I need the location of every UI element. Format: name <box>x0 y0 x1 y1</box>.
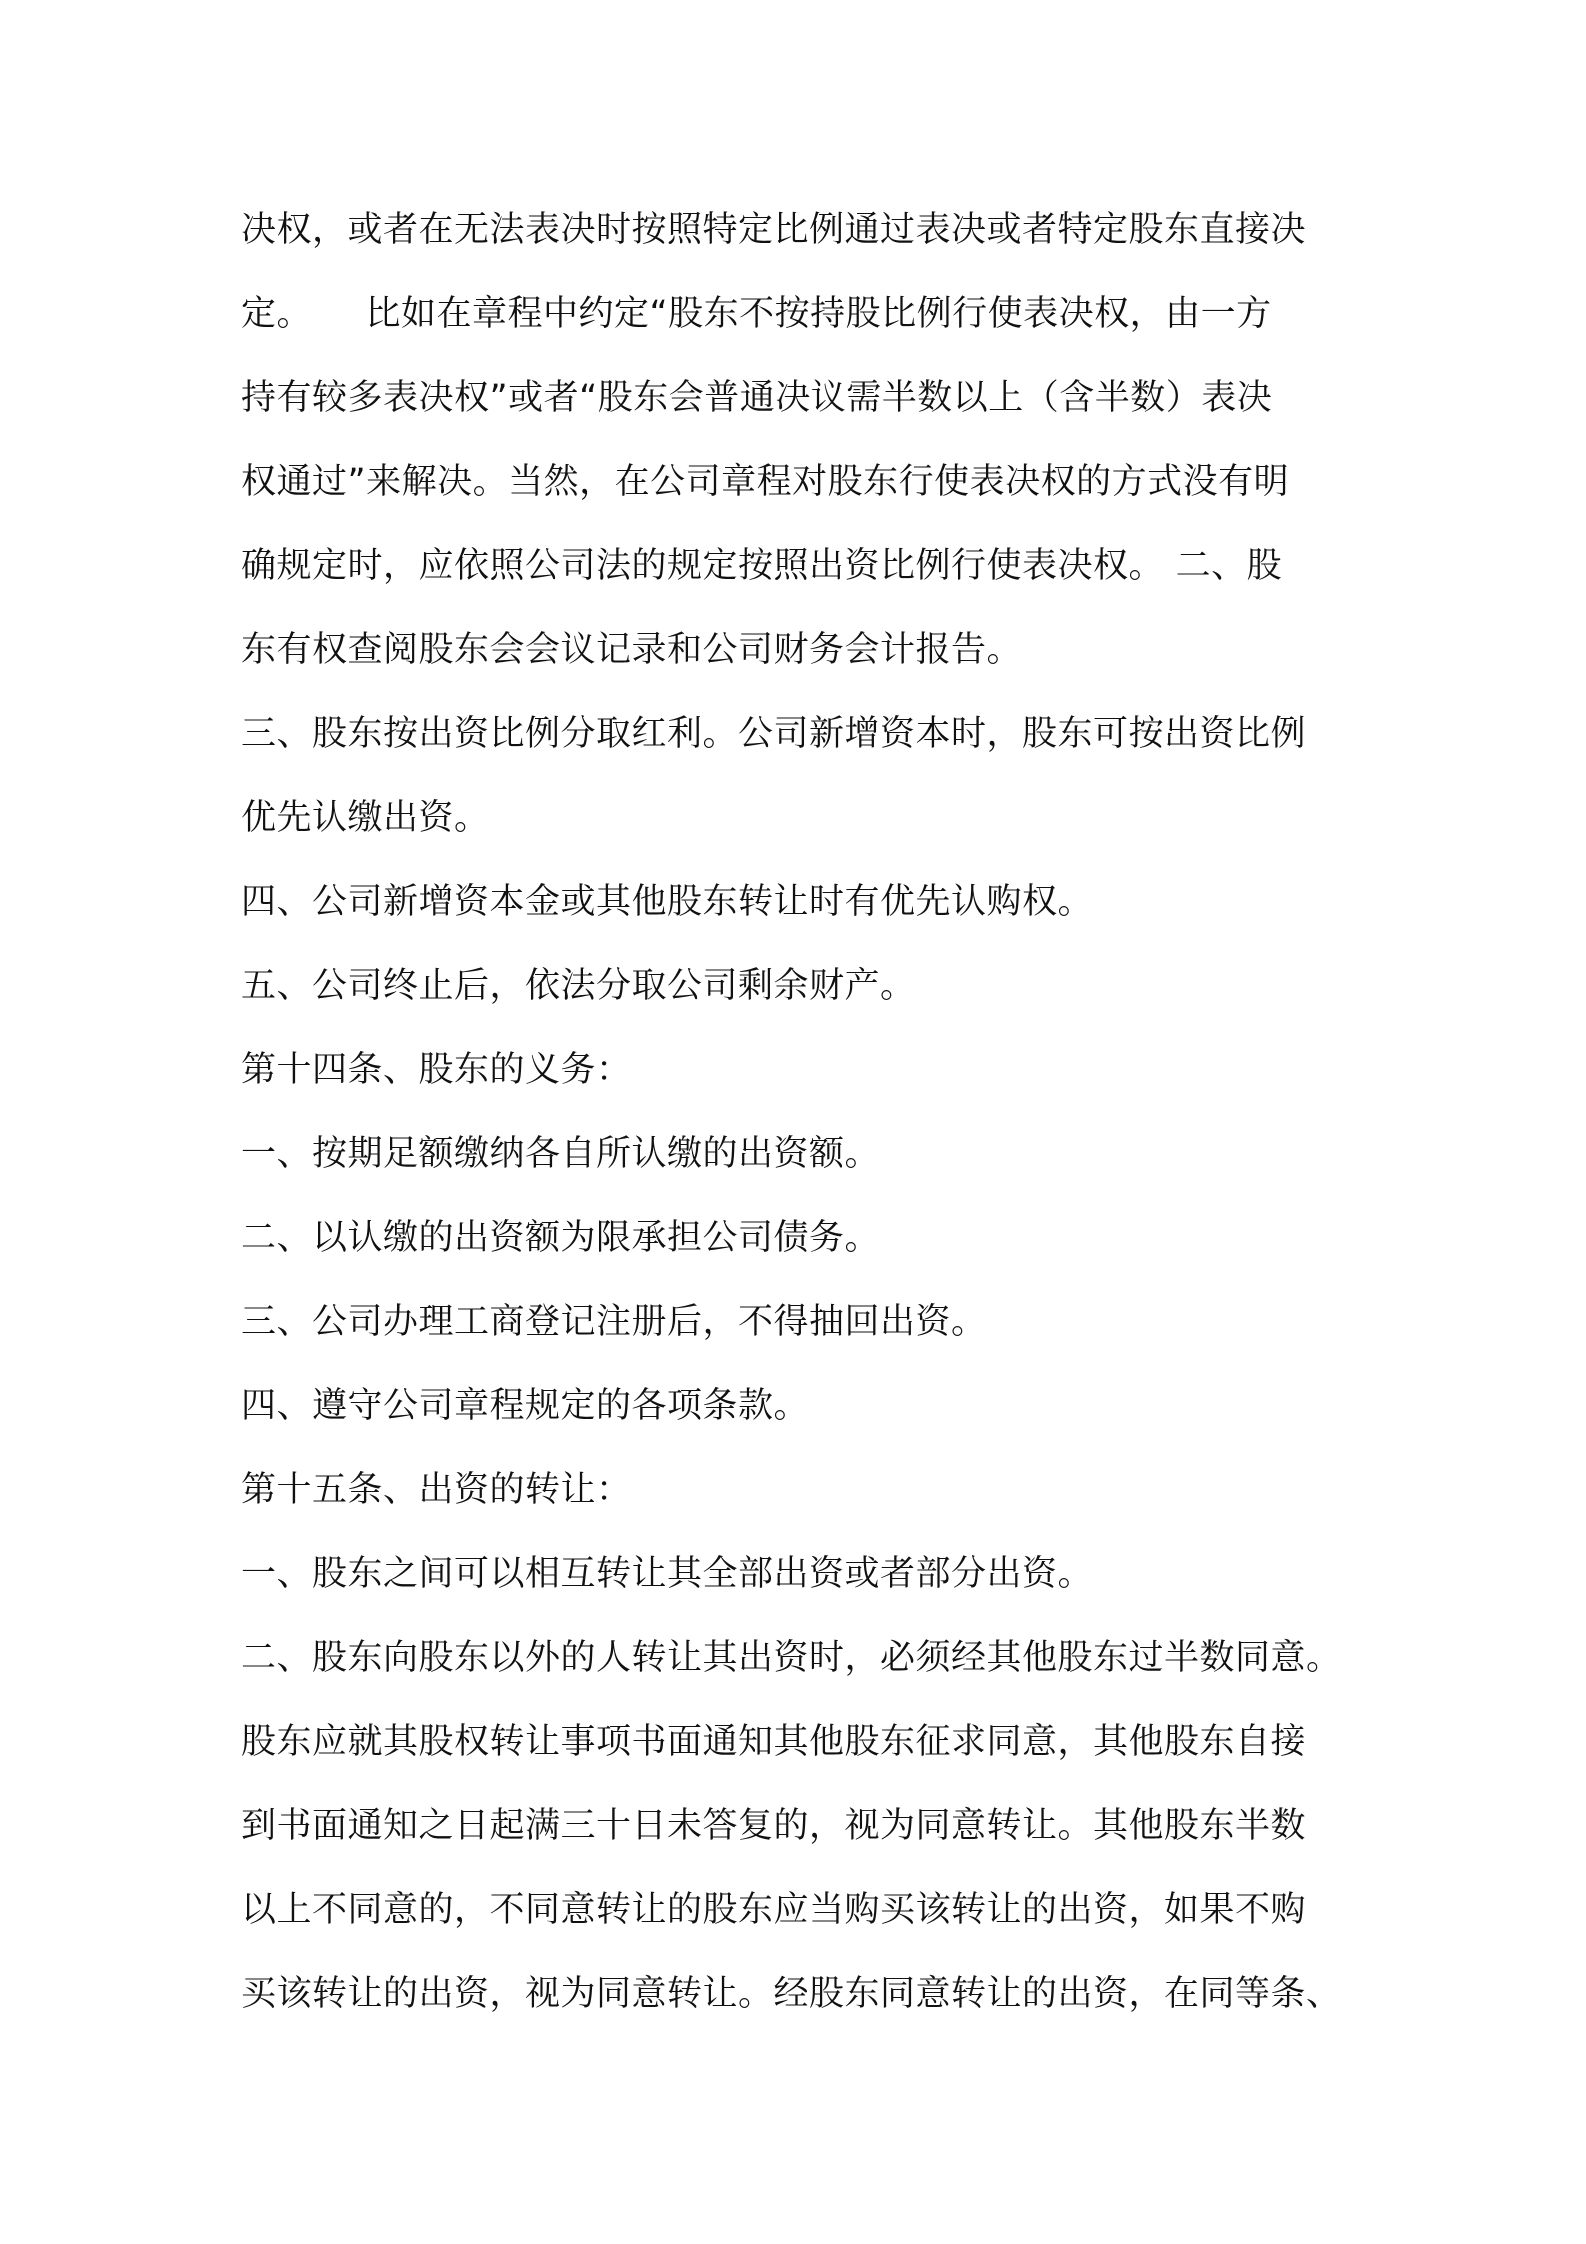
text-line: 三、公司办理工商登记注册后，不得抽回出资。 <box>241 1302 987 1342</box>
text-line: 一、股东之间可以相互转让其全部出资或者部分出资。 <box>241 1554 1094 1594</box>
text-line: 定。 比如在章程中约定“股东不按持股比例行使表决权，由一方 <box>241 294 1272 334</box>
text-line: 决权，或者在无法表决时按照特定比例通过表决或者特定股东直接决 <box>241 210 1307 250</box>
text-line: 到书面通知之日起满三十日未答复的，视为同意转让。其他股东半数 <box>241 1806 1307 1846</box>
text-line: 以上不同意的，不同意转让的股东应当购买该转让的出资，如果不购 <box>241 1890 1307 1930</box>
text-line: 确规定时，应依照公司法的规定按照出资比例行使表决权。 二、股 <box>241 546 1283 586</box>
section-heading: 第十四条、股东的义务： <box>241 1050 632 1090</box>
text-line: 二、股东向股东以外的人转让其出资时，必须经其他股东过半数同意。 <box>241 1638 1342 1678</box>
text-line: 优先认缴出资。 <box>241 798 490 838</box>
text-line: 东有权查阅股东会会议记录和公司财务会计报告。 <box>241 630 1023 670</box>
text-line: 权通过”来解决。当然，在公司章程对股东行使表决权的方式没有明 <box>241 462 1290 502</box>
section-heading: 第十五条、出资的转让： <box>241 1470 632 1510</box>
text-line: 持有较多表决权”或者“股东会普通决议需半数以上（含半数）表决 <box>241 378 1273 418</box>
text-line: 三、股东按出资比例分取红利。公司新增资本时，股东可按出资比例 <box>241 714 1307 754</box>
text-line: 买该转让的出资，视为同意转让。经股东同意转让的出资，在同等条、 <box>241 1974 1342 2014</box>
text-line: 四、公司新增资本金或其他股东转让时有优先认购权。 <box>241 882 1094 922</box>
text-line: 五、公司终止后，依法分取公司剩余财产。 <box>241 966 916 1006</box>
text-line: 一、按期足额缴纳各自所认缴的出资额。 <box>241 1134 881 1174</box>
text-line: 二、以认缴的出资额为限承担公司债务。 <box>241 1218 881 1258</box>
text-line: 股东应就其股权转让事项书面通知其他股东征求同意，其他股东自接 <box>241 1722 1307 1762</box>
text-line: 四、遵守公司章程规定的各项条款。 <box>241 1386 810 1426</box>
